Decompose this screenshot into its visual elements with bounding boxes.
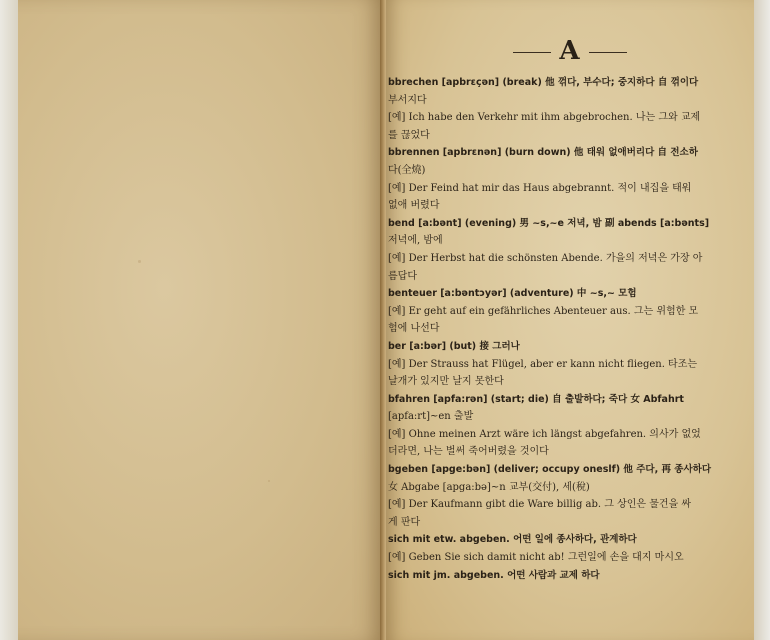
entry-text-line: 저녁에, 밤에 — [388, 235, 443, 247]
entry-text-line: 女 Abgabe [apga:bə]~n 교부(交付), 세(稅) — [388, 481, 590, 493]
heading-rule-right — [589, 52, 627, 53]
entry-headword-line: bgeben [apge:bən] (deliver; occupy oneslf) 他 주다, 再 종사하다 — [388, 464, 712, 476]
entry-text-line: [예] Der Herbst hat die schönsten Abende. 가을의 저녁은 가장 아 — [388, 252, 703, 264]
entry-text-line: [예] Der Strauss hat Flügel, aber er kann nicht fliegen. 타조는 — [388, 358, 698, 370]
heading-letter: A — [559, 36, 581, 66]
right-page-edge — [754, 0, 770, 640]
entry-text-line: 없애 버렸다 — [388, 200, 440, 212]
entry-headword-line: benteuer [a:bəntɔyər] (adventure) 中 ~s,~ 모험 — [388, 288, 637, 300]
entry-text-line: [예] Geben Sie sich damit nicht ab! 그런일에 손을 대지 마시오 — [388, 552, 684, 564]
entry-headword-line: ber [a:bər] (but) 接 그러나 — [388, 340, 520, 352]
entry-headword-line: bend [a:bənt] (evening) 男 ~s,~e 저녁, 밤 副 abends [a:bənts] — [388, 217, 710, 229]
heading-rule-left — [513, 52, 551, 53]
entry-subphrase-line: sich mit etw. abgeben. 어떤 일에 종사하다, 관계하다 — [388, 534, 637, 546]
entry-text-line: [예] Er geht auf ein gefährliches Abenteuer aus. 그는 위험한 모 — [388, 305, 699, 317]
entry-text-line: 부서지다 — [388, 94, 427, 106]
entry-headword-line: bfahren [apfa:rən] (start; die) 自 출발하다; 죽다 女 Abfahrt — [388, 393, 684, 405]
page-heading — [386, 36, 754, 66]
entry-text-line: 더라면, 나는 벌써 죽어버렸을 것이다 — [388, 446, 549, 458]
entry-subphrase-line: sich mit jm. abgeben. 어떤 사람과 교제 하다 — [388, 569, 600, 581]
left-page-edge — [0, 0, 18, 640]
left-page — [18, 0, 384, 640]
entry-text-line: [예] Der Kaufmann gibt die Ware billig ab. 그 상인은 물건을 싸 — [388, 499, 692, 511]
entry-text-line: [예] Der Feind hat mir das Haus abgebrannt. 적이 내집을 태워 — [388, 182, 692, 194]
entry-text-line: 를 끊었다 — [388, 129, 430, 141]
entry-text-line: [apfa:rt]~en 출발 — [388, 411, 474, 423]
entry-headword-line: bbrennen [apbrɛnən] (burn down) 他 태워 없애버리다 自 전소하 — [388, 147, 698, 159]
entry-text-line: 름답다 — [388, 270, 417, 282]
paper-spot — [138, 260, 141, 263]
entry-text-line: [예] Ich habe den Verkehr mit ihm abgebrochen. 나는 그와 교제 — [388, 112, 701, 124]
entry-text-line: [예] Ohne meinen Arzt wäre ich längst abgefahren. 의사가 없었 — [388, 428, 701, 440]
entry-text-line: 험에 나선다 — [388, 323, 440, 335]
dictionary-entries — [388, 74, 718, 584]
paper-spot — [268, 480, 270, 482]
entry-text-line: 다(全燒) — [388, 164, 426, 176]
entry-text-line: 날개가 있지만 날지 못한다 — [388, 376, 504, 388]
entry-headword-line: bbrechen [apbrεçən] (break) 他 꺾다, 부수다; 중지하다 自 꺾이다 — [388, 77, 699, 88]
entry-text-line: 게 판다 — [388, 516, 421, 528]
